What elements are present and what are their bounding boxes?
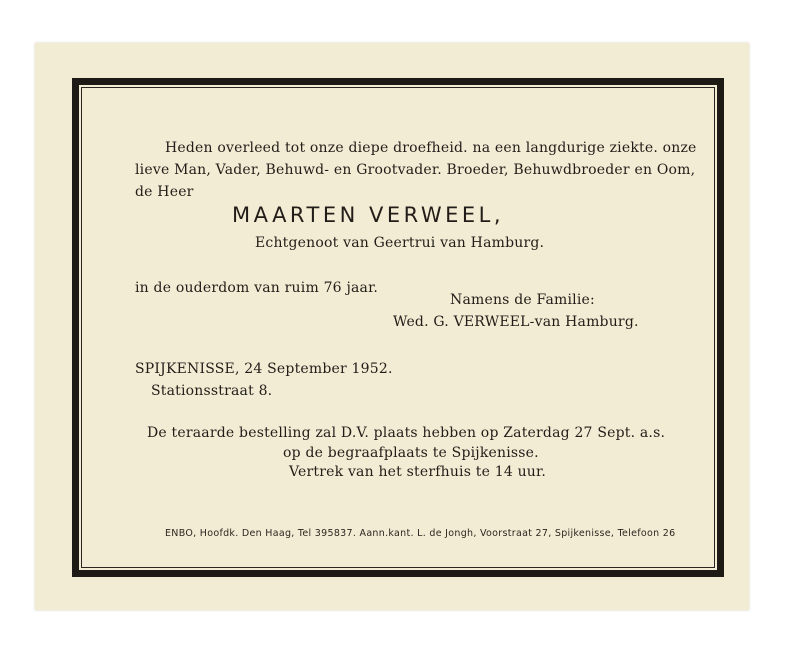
- printer-line: ENBO, Hoofdk. Den Haag, Tel 395837. Aann.kant. L. de Jongh, Voorstraat 27, Spijkenisse, Telefoon 26: [165, 528, 676, 539]
- funeral-line-1: De teraarde bestelling zal D.V. plaats hebben op Zaterdag 27 Sept. a.s.: [147, 425, 666, 441]
- family-label: Namens de Familie:: [450, 292, 595, 308]
- spouse-line: Echtgenoot van Geertrui van Hamburg.: [255, 235, 545, 251]
- funeral-line-3: Vertrek van het sterfhuis te 14 uur.: [289, 464, 547, 480]
- mourning-card: [35, 43, 749, 610]
- intro-line-1: Heden overleed tot onze diepe droefheid. na een langdurige ziekte. onze: [165, 140, 697, 156]
- funeral-line-2: op de begraafplaats te Spijkenisse.: [283, 445, 539, 461]
- intro-line-3: de Heer: [135, 184, 194, 200]
- age-line: in de ouderdom van ruim 76 jaar.: [135, 280, 379, 296]
- deceased-name: MAARTEN VERWEEL,: [232, 203, 505, 227]
- family-name: Wed. G. VERWEEL-van Hamburg.: [393, 314, 639, 330]
- address: Stationsstraat 8.: [151, 383, 273, 399]
- place-date: SPIJKENISSE, 24 September 1952.: [135, 361, 393, 377]
- intro-line-2: lieve Man, Vader, Behuwd- en Grootvader. Broeder, Behuwdbroeder en Oom,: [135, 162, 696, 178]
